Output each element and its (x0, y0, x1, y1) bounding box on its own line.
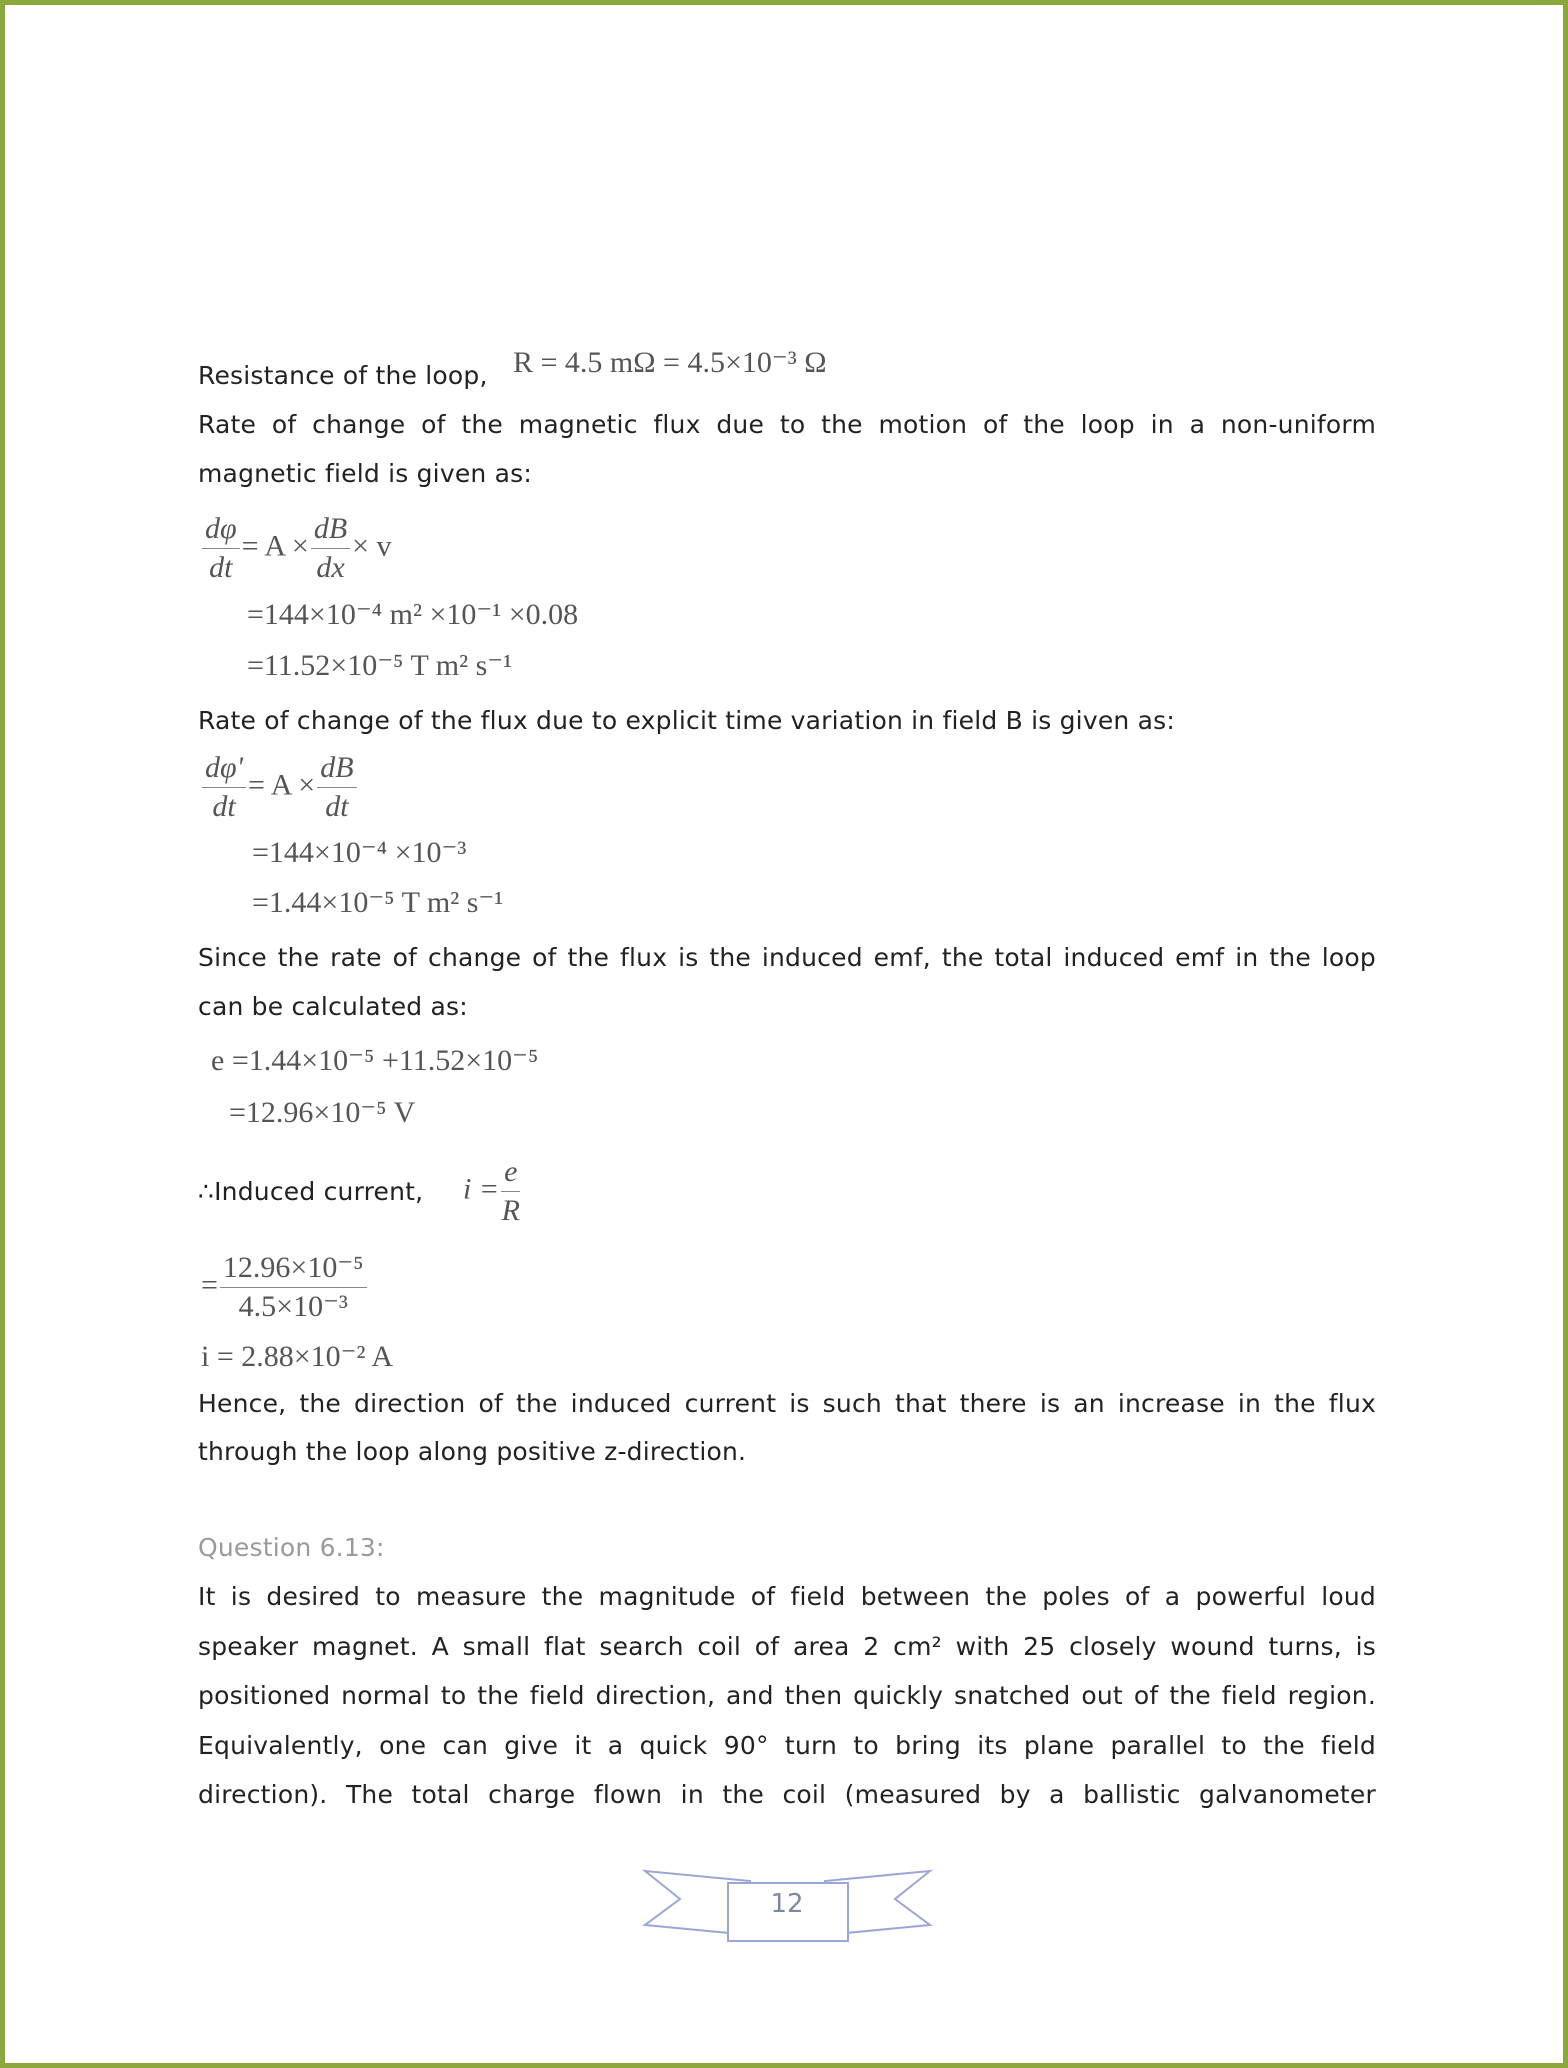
current-frac-num: e (504, 1155, 518, 1188)
question-line-3: positioned normal to the field direction, and then quickly snatched out of the field region. (198, 1681, 1376, 1710)
rate-intro-line-2: magnetic field is given as: (198, 459, 532, 488)
emf-equation-2: =12.96×10⁻⁵ V (229, 1096, 416, 1129)
emf-equation-1: e =1.44×10⁻⁵ +11.52×10⁻⁵ (211, 1044, 539, 1077)
eq1-step-1: =144×10⁻⁴ m² ×10⁻¹ ×0.08 (247, 598, 579, 631)
eq1-lhs-num: dφ (205, 512, 237, 545)
page-number: 12 (770, 1889, 804, 1919)
eq1-mid: = A × (241, 529, 309, 563)
question-line-2: speaker magnet. A small flat search coil of area 2 cm² with 25 closely wound turns, is (198, 1632, 1376, 1661)
emf-intro-line-1: Since the rate of change of the flux is the induced emf, the total induced emf in the loop (198, 943, 1376, 972)
eq2-step-2: =1.44×10⁻⁵ T m² s⁻¹ (252, 886, 504, 919)
current-calculation: = $\frac{\text{12.96×10⁻⁵}}{\text{4.5×10⁻³}}$ (201, 1249, 369, 1326)
current-calc-den: 4.5×10⁻³ (238, 1290, 348, 1323)
current-formula (463, 1153, 522, 1230)
explicit-intro: Rate of change of the flux due to explicit time variation in field B is given as: (198, 706, 1175, 735)
emf-intro-line-2: can be calculated as: (198, 992, 468, 1021)
resistance-equation: R = 4.5 mΩ = 4.5×10⁻³ Ω (513, 346, 827, 379)
eq1-lhs-den: dt (209, 551, 233, 584)
resistance-label: Resistance of the loop, (198, 361, 488, 390)
eq1-frac-den: dx (316, 551, 345, 584)
eq2-lhs-num: dφ' (205, 751, 244, 784)
question-line-1: It is desired to measure the magnitude of field between the poles of a powerful loud (198, 1582, 1376, 1611)
equation-explicit-flux (200, 749, 359, 826)
eq2-lhs-den: dt (212, 790, 236, 823)
eq1-tail: × v (352, 529, 392, 563)
eq1-frac-num: dB (313, 512, 348, 545)
question-line-5: direction). The total charge flown in the coil (measured by a ballistic galvanometer (198, 1780, 1376, 1809)
conclusion-line-1: Hence, the direction of the induced current is such that there is an increase in the flux (198, 1389, 1376, 1418)
question-heading: Question 6.13: (198, 1533, 385, 1562)
current-result: i = 2.88×10⁻² A (201, 1340, 394, 1373)
equation-motional-flux (200, 510, 392, 587)
eq2-frac-den: dt (325, 790, 349, 823)
eq1-step-2: =11.52×10⁻⁵ T m² s⁻¹ (247, 649, 513, 682)
conclusion-line-2: through the loop along positive z-direction. (198, 1437, 747, 1466)
question-line-4: Equivalently, one can give it a quick 90° turn to bring its plane parallel to the field (198, 1731, 1376, 1760)
eq2-mid: = A × (248, 768, 316, 802)
eq2-frac-num: dB (320, 751, 354, 784)
current-frac-den: R (501, 1194, 520, 1227)
rate-intro-line-1: Rate of change of the magnetic flux due to the motion of the loop in a non-uniform (198, 410, 1376, 439)
current-calc-num: 12.96×10⁻⁵ (220, 1249, 367, 1288)
current-eq-lhs: i = (463, 1172, 500, 1206)
current-label: ∴Induced current, (198, 1177, 424, 1206)
eq2-step-1: =144×10⁻⁴ ×10⁻³ (252, 836, 467, 869)
